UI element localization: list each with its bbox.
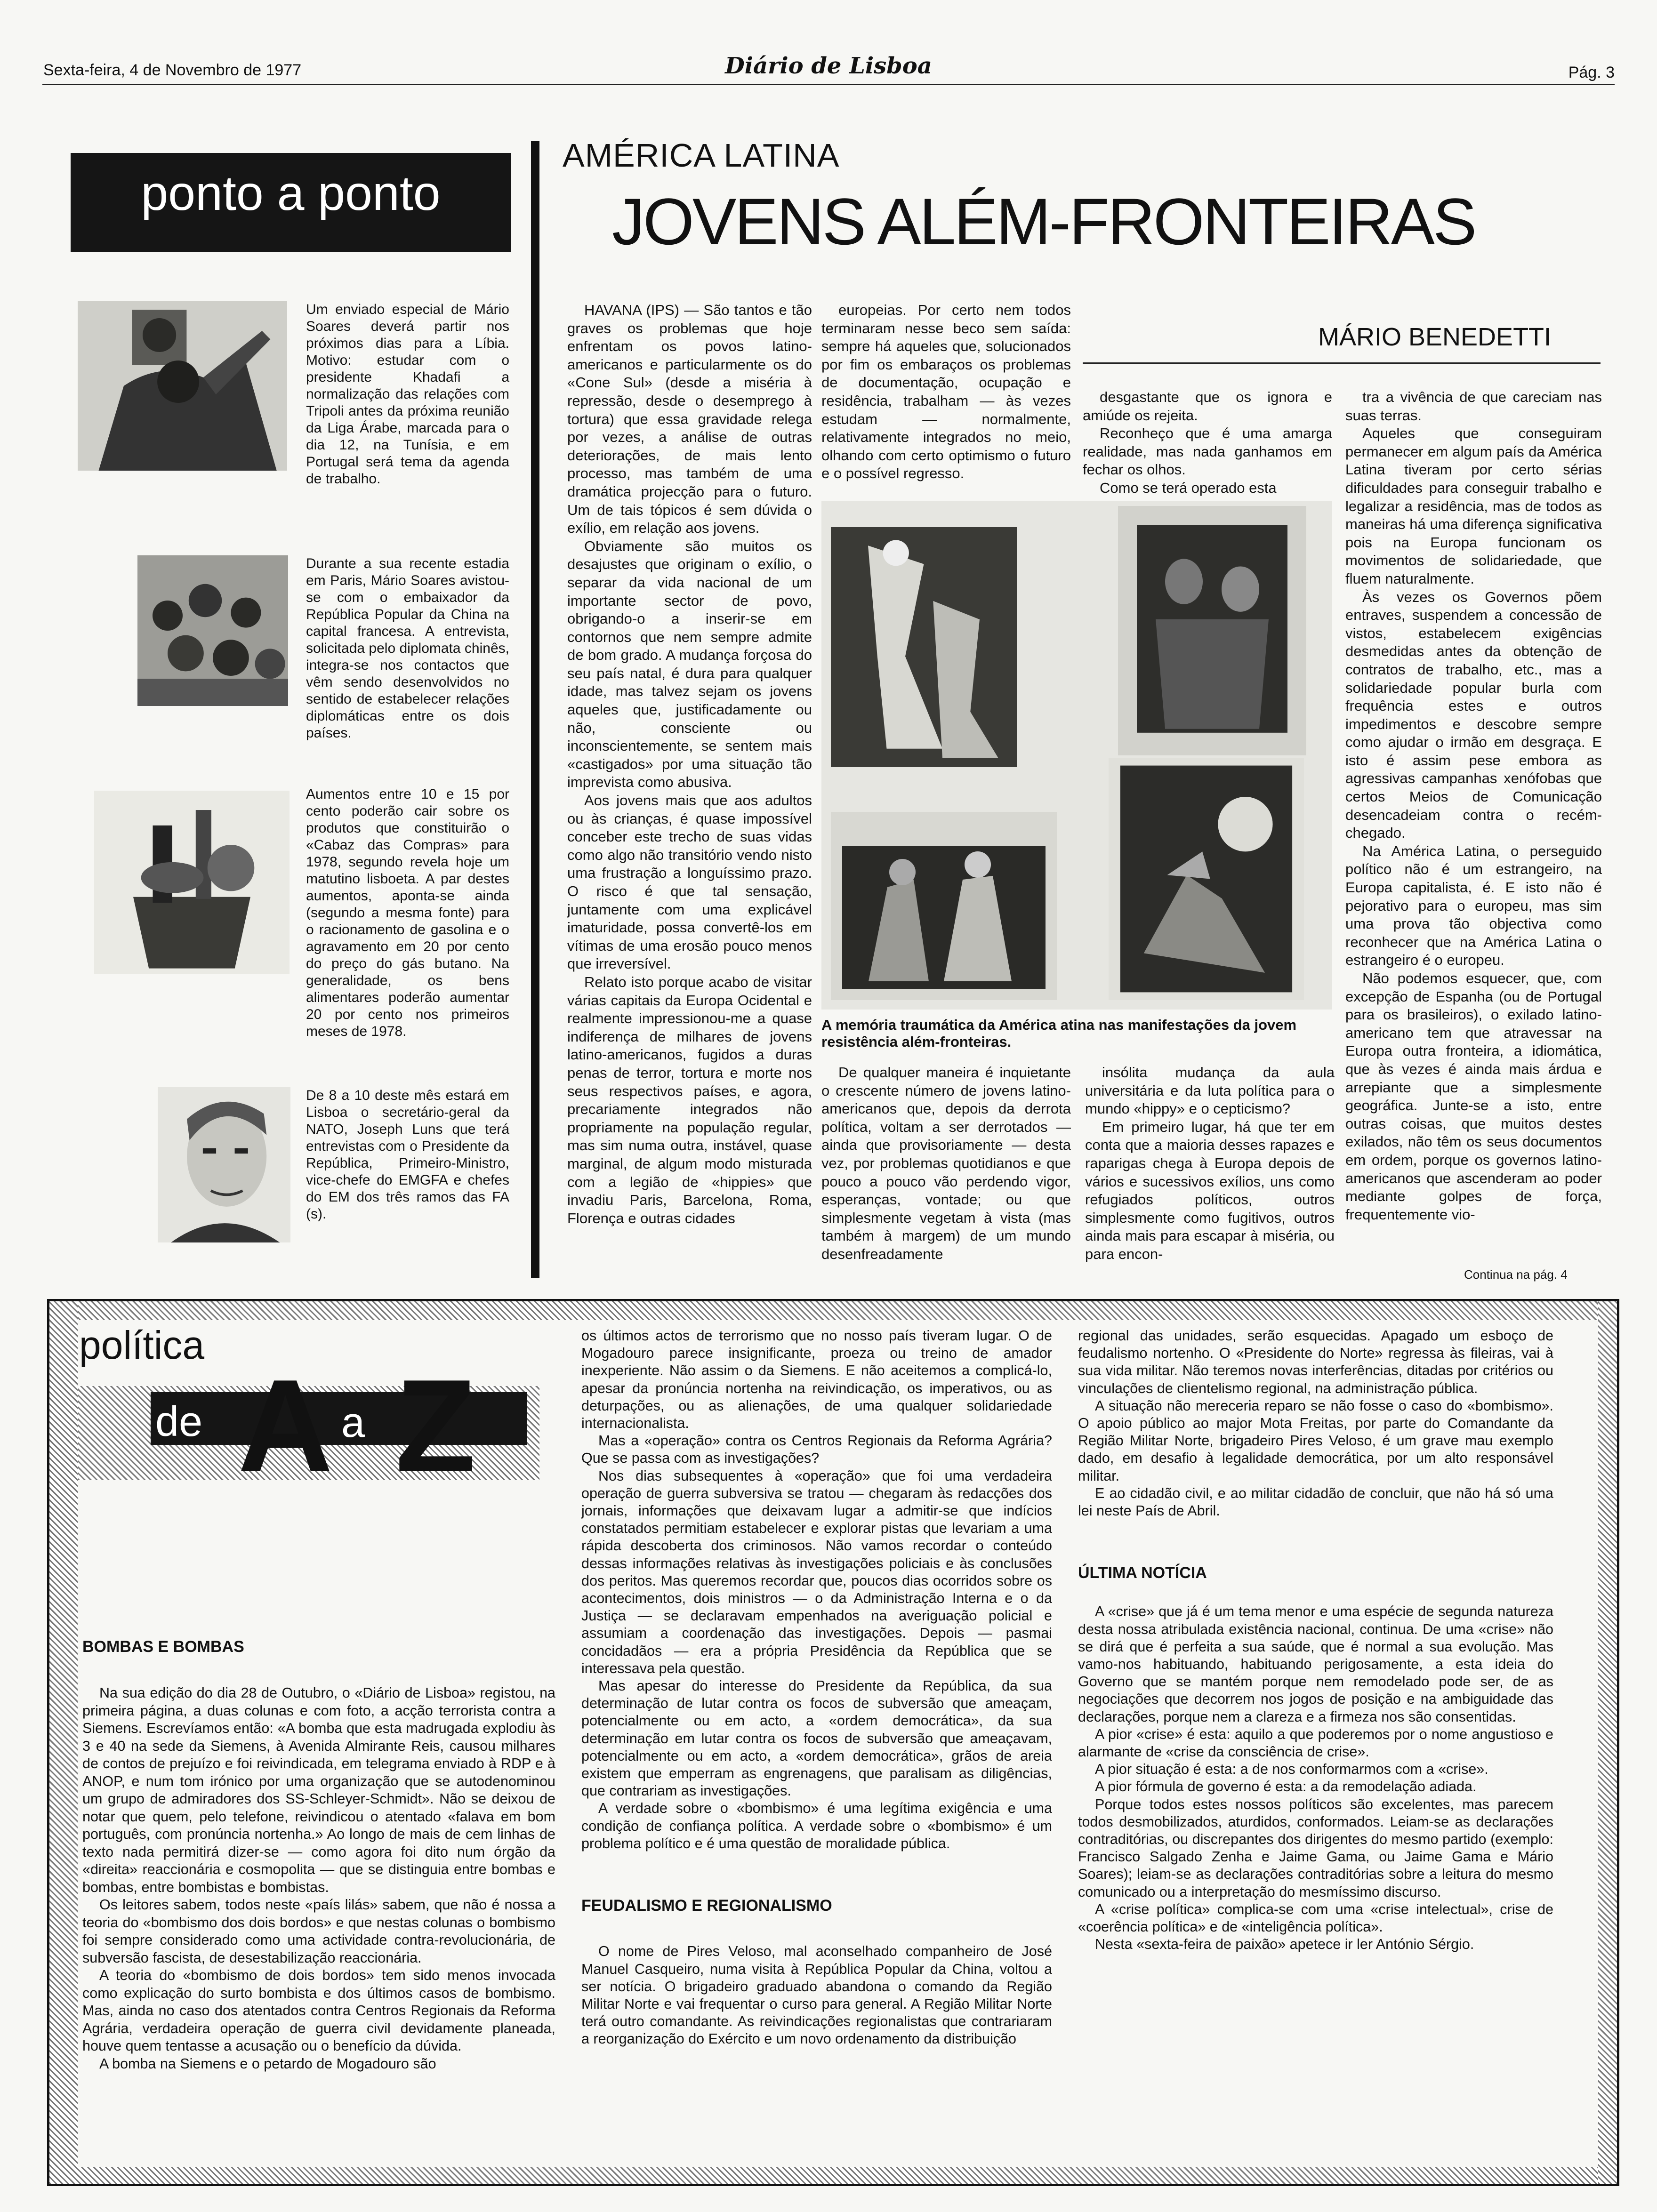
logo-z: Z xyxy=(395,1353,476,1499)
column-divider xyxy=(531,141,539,1278)
article-col-b2: De qualquer maneira é inquietante o crescente número de jovens latino-americanos que, depois da derrota política, voltam a ser derrotados — ainda que provisoriamente — desta vez, por problemas quotidianos e que pouco a pouco vão perdendo vigor, esperanças, vontade; ou que simplesmente vegetam à vista (mas também à margem) de um mundo desenfreadamente xyxy=(821,1064,1071,1262)
logo-de: de xyxy=(155,1398,203,1445)
photo-paris-crowd xyxy=(137,555,288,706)
article-image-panel xyxy=(821,501,1332,1010)
article-col-b3: insólita mudança da aula universitária e da luta política para o mundo «hippy» e o cepticismo? Em primeiro lugar, há que ter em conta que a maioria desses rapazes e raparigas chega à Europa depois de vários e sucessivos exílios, uns como refugiados políticos, outros simplesmente como fugitivos, outros ainda mais para escapar à miséria, ou para encon- xyxy=(1085,1064,1335,1262)
politica-right-column: regional das unidades, serão esquecidas. Apagado um esboço de feudalismo nortenho. O «Presidente do Norte» regressa às fileiras, vai à sua vida militar. Não teremos novas interferências, ditadas por critérios ou vinculações de clientelismo regional, na administração pública. A situação não mereceria reparo se não fosse o caso do «bombismo». O apoio público ao major Mota Freitas, por parte do Comandante da Região Militar Norte, brigadeiro Pires Veloso, é um grave mau exemplo dado, em desafio à legalidade democrática, por um alto responsável militar. E ao cidadão civil, e ao militar cidadão de concluir, que não há só uma lei neste País de Abril. ÚLTIMA NOTÍCIA A «crise» que já é um tema menor e uma espécie de segunda natureza desta nossa atribulada existência nacional, continua. De uma «crise» não se dirá que é perfeita a sua saúde, que é normal a sua evolução. Mas vamo-nos habituando, habituando perigosamente, a esta ideia do Governo que se mantém porque nem remodelado pode ser, de as negociações que decorrem nos jogos de posição e na ambiguidade das declarações, porque nem a clareza e a firmeza nos são consentidas. A pior «crise» é esta: aquilo a que poderemos por o nome angustioso e alarmante de «crise da consciência de crise». A pior situação é esta: a de nos conformarmos com a «crise». A pior fórmula de governo é esta: a da remodelação adiada. Porque todos estes nossos políticos são excelentes, mas parecem todos desmobilizados, aturdidos, conformados. Leiam-se as declarações contraditórias, ou discrepantes dos dirigentes do mesmo partido (exemplo: Francisco Salgado Zenha e Jaime Gama, ou Jaime Gama e Mário Soares); leiam-se as declarações contraditórias sobre a leitura do mesmo comunicado ou a interpretação do mesmíssimo discurso. A «crise política» complica-se com uma «crise intelectual», crise de «coerência política» e de «inteligência política». Nesta «sexta-feira de paixão» apetece ir ler António Sérgio. xyxy=(1078,1328,1553,1953)
politica-middle-column: os últimos actos de terrorismo que no nosso país tiveram lugar. O de Mogadouro parece insignificante, proeza ou treino de amador inexperiente. Não assim o da Siemens. E não aceitemos a complicá-lo, apesar da pronúncia nortenha na reivindicação, os imperativos, ou as deturpações, ou as alienações, de uma qualquer solidariedade internacionalista. Mas a «operação» contra os Centros Regionais da Reforma Agrária? Que se passa com as investigações? Nos dias subsequentes à «operação» que foi uma verdadeira operação de guerra subversiva se tratou — chegaram às redacções dos jornais, informações que deixavam lugar a admitir-se que indícios constatados permitiam estabelecer e explorar pistas que levariam a uma rápida descoberta dos criminosos. Não vamos recordar o conteúdo dessas informações relativas às investigações policiais e às conclusões dos peritos. Mas queremos recordar que, poucos dias ocorridos sobre os acontecimentos, dois ministros — o da Administração Interna e o da Justiça — se declaravam empenhados na averiguação policial e assumiam a coordenação das investigações. Depois — pasmai concidadãos — era a própria Presidência da República que se interessava pela questão. Mas apesar do interesse do Presidente da República, da sua determinação de lutar contra os focos de subversão que ameaçam, potencialmente ou em acto, a «ordem democrática», da sua determinação em lutar contra os focos de subversão que ameaçavam, potencialmente ou em acto, a «ordem democrática», grãos de areia existem que emperram as engrenagens, que paralisam as diligências, que contrariam as investigações. A verdade sobre o «bombismo» é uma legítima exigência e uma condição de confiança política. A verdade sobre o «bombismo» é um problema político e é uma questão de moralidade pública. FEUDALISMO E REGIONALISMO O nome de Pires Veloso, mal aconselhado companheiro de José Manuel Casqueiro, numa visita à República Popular da China, voltou a ser notícia. O brigadeiro graduado abandona o comando da Região Militar Norte e vai frequentar o curso para general. A Região Militar Norte terá outro comandante. As reivindicações regionalistas que contrariaram a reorganização do Exército e um novo ordenamento da distribuição xyxy=(581,1328,1052,2047)
article-col-4: tra a vivência de que careciam nas suas terras. Aqueles que conseguiram permanecer em algum país da América Latina tiveram por certo sérias dificuldades para conseguir trabalho e legalizar a residência, mas de todos as maneiras há uma diferença significativa pois na Europa funcionam os movimentos de solidariedade, que fluem naturalmente. Às vezes os Governos põem entraves, suspendem a concessão de vistos, estabelecem exigências desmedidas antes da obtenção de contratos de trabalho, etc., mas a solidariedade popular burla com frequência estes e outros impedimentos e descobre sempre como ajudar o irmão em desgraça. E isto é assim pese embora as agressivas campanhas xenófobas que certos Meios de Comunicação desencadeiam contra o recém-chegado. Na América Latina, o perseguido político não é um estrangeiro, na Europa capitalista, é. E isto não é pejorativo para o europeu, mas sim uma prova tão objectiva como reconhecer que na América Latina o estrangeiro é o europeu. Não podemos esquecer, que, com excepção de Espanha (ou de Portugal para os brasileiros), o exilado latino-americano tem que atravessar na Europa outra fronteira, a idiomática, que às vezes é ainda mais árdua e arrepiante que a simplesmente geográfica. Junte-se a isto, entre outras coisas, que muitos destes exilados, não têm os seus documentos em ordem, porque os governos latino-americanos que ascenderam ao poder mediante golpes de força, frequentemente vio- xyxy=(1345,389,1602,1223)
article-author: MÁRIO BENEDETTI xyxy=(1318,323,1552,351)
article-kicker: AMÉRICA LATINA xyxy=(563,137,840,174)
continua-label: Continua na pág. 4 xyxy=(1464,1267,1568,1282)
author-rule xyxy=(1083,362,1601,364)
article-col-3: desgastante que os ignora e amiúde os rejeita. Reconheço que é uma amarga realidade, mas nada ganhamos em fechar os olhos. Como se terá operado esta xyxy=(1083,389,1332,496)
page-header xyxy=(0,0,1657,94)
header-rule xyxy=(42,84,1615,85)
section-ultima-title: ÚLTIMA NOTÍCIA xyxy=(1078,1564,1207,1582)
de-a-a-z-logo xyxy=(151,1353,537,1499)
ponto-title: ponto a ponto xyxy=(141,166,441,221)
header-date: Sexta-feira, 4 de Novembro de 1977 xyxy=(43,61,302,79)
politica-hatch-left xyxy=(49,1301,78,2184)
politica-hatch-top xyxy=(49,1301,1617,1320)
page-number: Pág. 3 xyxy=(1568,64,1615,81)
politica-hatch-bottom xyxy=(49,2167,1617,2184)
ponto-item-4: De 8 a 10 deste mês estará em Lisboa o secretário-geral da NATO, Joseph Luns que terá entrevistas com o Presidente da República, Primeiro-Ministro, vice-chefe do EMGFA e chefes do EM dos três ramos das FA (s). xyxy=(306,1088,509,1222)
article-col-1: HAVANA (IPS) — São tantos e tão graves os problemas que hoje enfrentam os povos latino-americanos e particularmente os do «Cone Sul» (desde a miséria à repressão, desde o desemprego à tortura) que essa gravidade relega por vezes, a análise de outras deteriorações, de mais lento processo, mas também de uma dramática projecção para o futuro. Um de tais tópicos é sem dúvida o exílio, em relação aos jovens. Obviamente são muitos os desajustes que originam o exílio, o separar da vida nacional de um importante sector de povo, obrigando-o a inserir-se em contornos que nem sempre admite de bom grado. A mudança forçosa do seu país natal, é dura para qualquer idade, mas talvez sejam os jovens aqueles que, justificadamente ou não, consciente ou inconscientemente, se sentem mais «castigados» por uma situação tão imprevista como abusiva. Aos jovens mais que aos adultos ou às crianças, é quase impossível conceber este trecho de suas vidas como algo não transitório vendo nisto uma frustração a longuíssimo prazo. O risco é que tal sensação, juntamente com uma explicável imaturidade, possa convertê-los em vítimas de uma erosão pouco menos que irreversível. Relato isto porque acabo de visitar várias capitais da Europa Ocidental e realmente impressionou-me a quase indiferença de milhares de jovens latino-americanos, fugidos a duras penas de terror, tortura e morte nos seus respectivos países, e agora, precariamente integrados não propriamente na população regular, mas sim numa outra, instável, quase marginal, de algum modo misturada com a legião de «hippies» que invadiu Paris, Barcelona, Roma, Florença e outras cidades xyxy=(567,302,812,1226)
artwork-2 xyxy=(1118,506,1306,755)
section-bombas-title: BOMBAS E BOMBAS xyxy=(82,1638,244,1656)
ponto-item-3: Aumentos entre 10 e 15 por cento poderão cair sobre os produtos que constituirão o «Cabaz das Compras» para 1978, segundo revela hoje um matutino lisboeta. A par destes aumentos, aponta-se ainda (segundo a mesma fonte) para o racionamento de gasolina e o agravamento em 20 por cento do preço do gás butano. Na generalidade, os bens alimentares poderão aumentar 20 por cento nos primeiros meses de 1978. xyxy=(306,786,509,1039)
ponto-item-2: Durante a sua recente estadia em Paris, Mário Soares avistou-se com o embaixador da República Popular da China na capital francesa. A entrevista, solicitada pelo diplomata chinês, integra-se nos contactos que vêm sendo desenvolvidos no sentido de estabelecer relações diplomáticas entre os dois países. xyxy=(306,556,509,741)
artwork-4 xyxy=(1109,758,1304,1000)
photo-shopping-basket xyxy=(94,791,290,974)
image-caption: A memória traumática da América atina nas manifestações da jovem resistência além-fronteiras. xyxy=(821,1017,1297,1050)
section-bombas: BOMBAS E BOMBAS Na sua edição do dia 28 de Outubro, o «Diário de Lisboa» registou, na primeira página, a duas colunas e com foto, a acção terrorista contra a Siemens. Escrevíamos então: «A bomba que esta madrugada explodiu às 3 e 40 na sede da Siemens, à Avenida Almirante Reis, causou milhares de contos de prejuízo e foi reivindicada, em telegrama enviado à RDP e à ANOP, e num tom irónico por uma organização que se autodenominou um grupo de admiradores dos SS-Schleyer-Schmidt». Não se deixou de notar que quem, pelo telefone, reivindicou o atentado «falava em bom português, com pronúncia nortenha.» Ao longo de mais de cem linhas de texto nada permitirá dizer-se — como agora foi dito num órgão da «direita» reaccionária e cosmopolita — que se distinguia entre bombas e bombas, entre bombistas e bombistas. Os leitores sabem, todos neste «país lilás» sabem, que não é nossa a teoria do «bombismo dos dois bordos» e que nestas colunas o bombismo foi sempre considerado como uma actividade contra-revolucionária, de subversão fascista, de desestabilização reaccionária. A teoria do «bombismo de dois bordos» tem sido menos invocada como explicação do surto bombista e dos últimos casos de bombismo. Mas, ainda no caso dos atentados contra Centros Regionais da Reforma Agrária, verdadeira operação de guerra civil devidamente planeada, houve quem tentasse a acusação ou o benefício da dúvida. A bomba na Siemens e o petardo de Mogadouro são xyxy=(82,1638,555,2072)
article-headline: JOVENS ALÉM-FRONTEIRAS xyxy=(612,184,1475,258)
artwork-3 xyxy=(831,812,1057,1000)
ponto-title-box xyxy=(71,153,511,252)
politica-label: política xyxy=(79,1323,205,1367)
ponto-item-1: Um enviado especial de Mário Soares deverá partir nos próximos dias para a Líbia. Motivo: estudar com o presidente Khadafi a normalização das relações com Tripoli antes da próxima reunião da Liga Árabe, marcada para o dia 12, na Tunísia, e em Portugal será tema da agenda de trabalho. xyxy=(306,302,509,487)
logo-a-upper: A xyxy=(238,1353,333,1499)
logo-a-lower: a xyxy=(341,1399,365,1446)
politica-hatch-right xyxy=(1598,1301,1617,2184)
masthead: Diário de Lisboa xyxy=(725,53,932,79)
section-feudalismo-title: FEUDALISMO E REGIONALISMO xyxy=(581,1897,832,1915)
photo-joseph-luns xyxy=(158,1087,290,1242)
artwork-1 xyxy=(831,527,1017,767)
article-col-2: europeias. Por certo nem todos terminaram nesse beco sem saída: sempre há aqueles que, solucionados por fim os embaraços os problemas de documentação, ocupação e residência, trabalham — às vezes estudam — normalmente, relativamente integrados no meio, olhando com certo optimismo o futuro e o possível regresso. xyxy=(821,302,1071,482)
photo-khadafi xyxy=(78,301,287,471)
